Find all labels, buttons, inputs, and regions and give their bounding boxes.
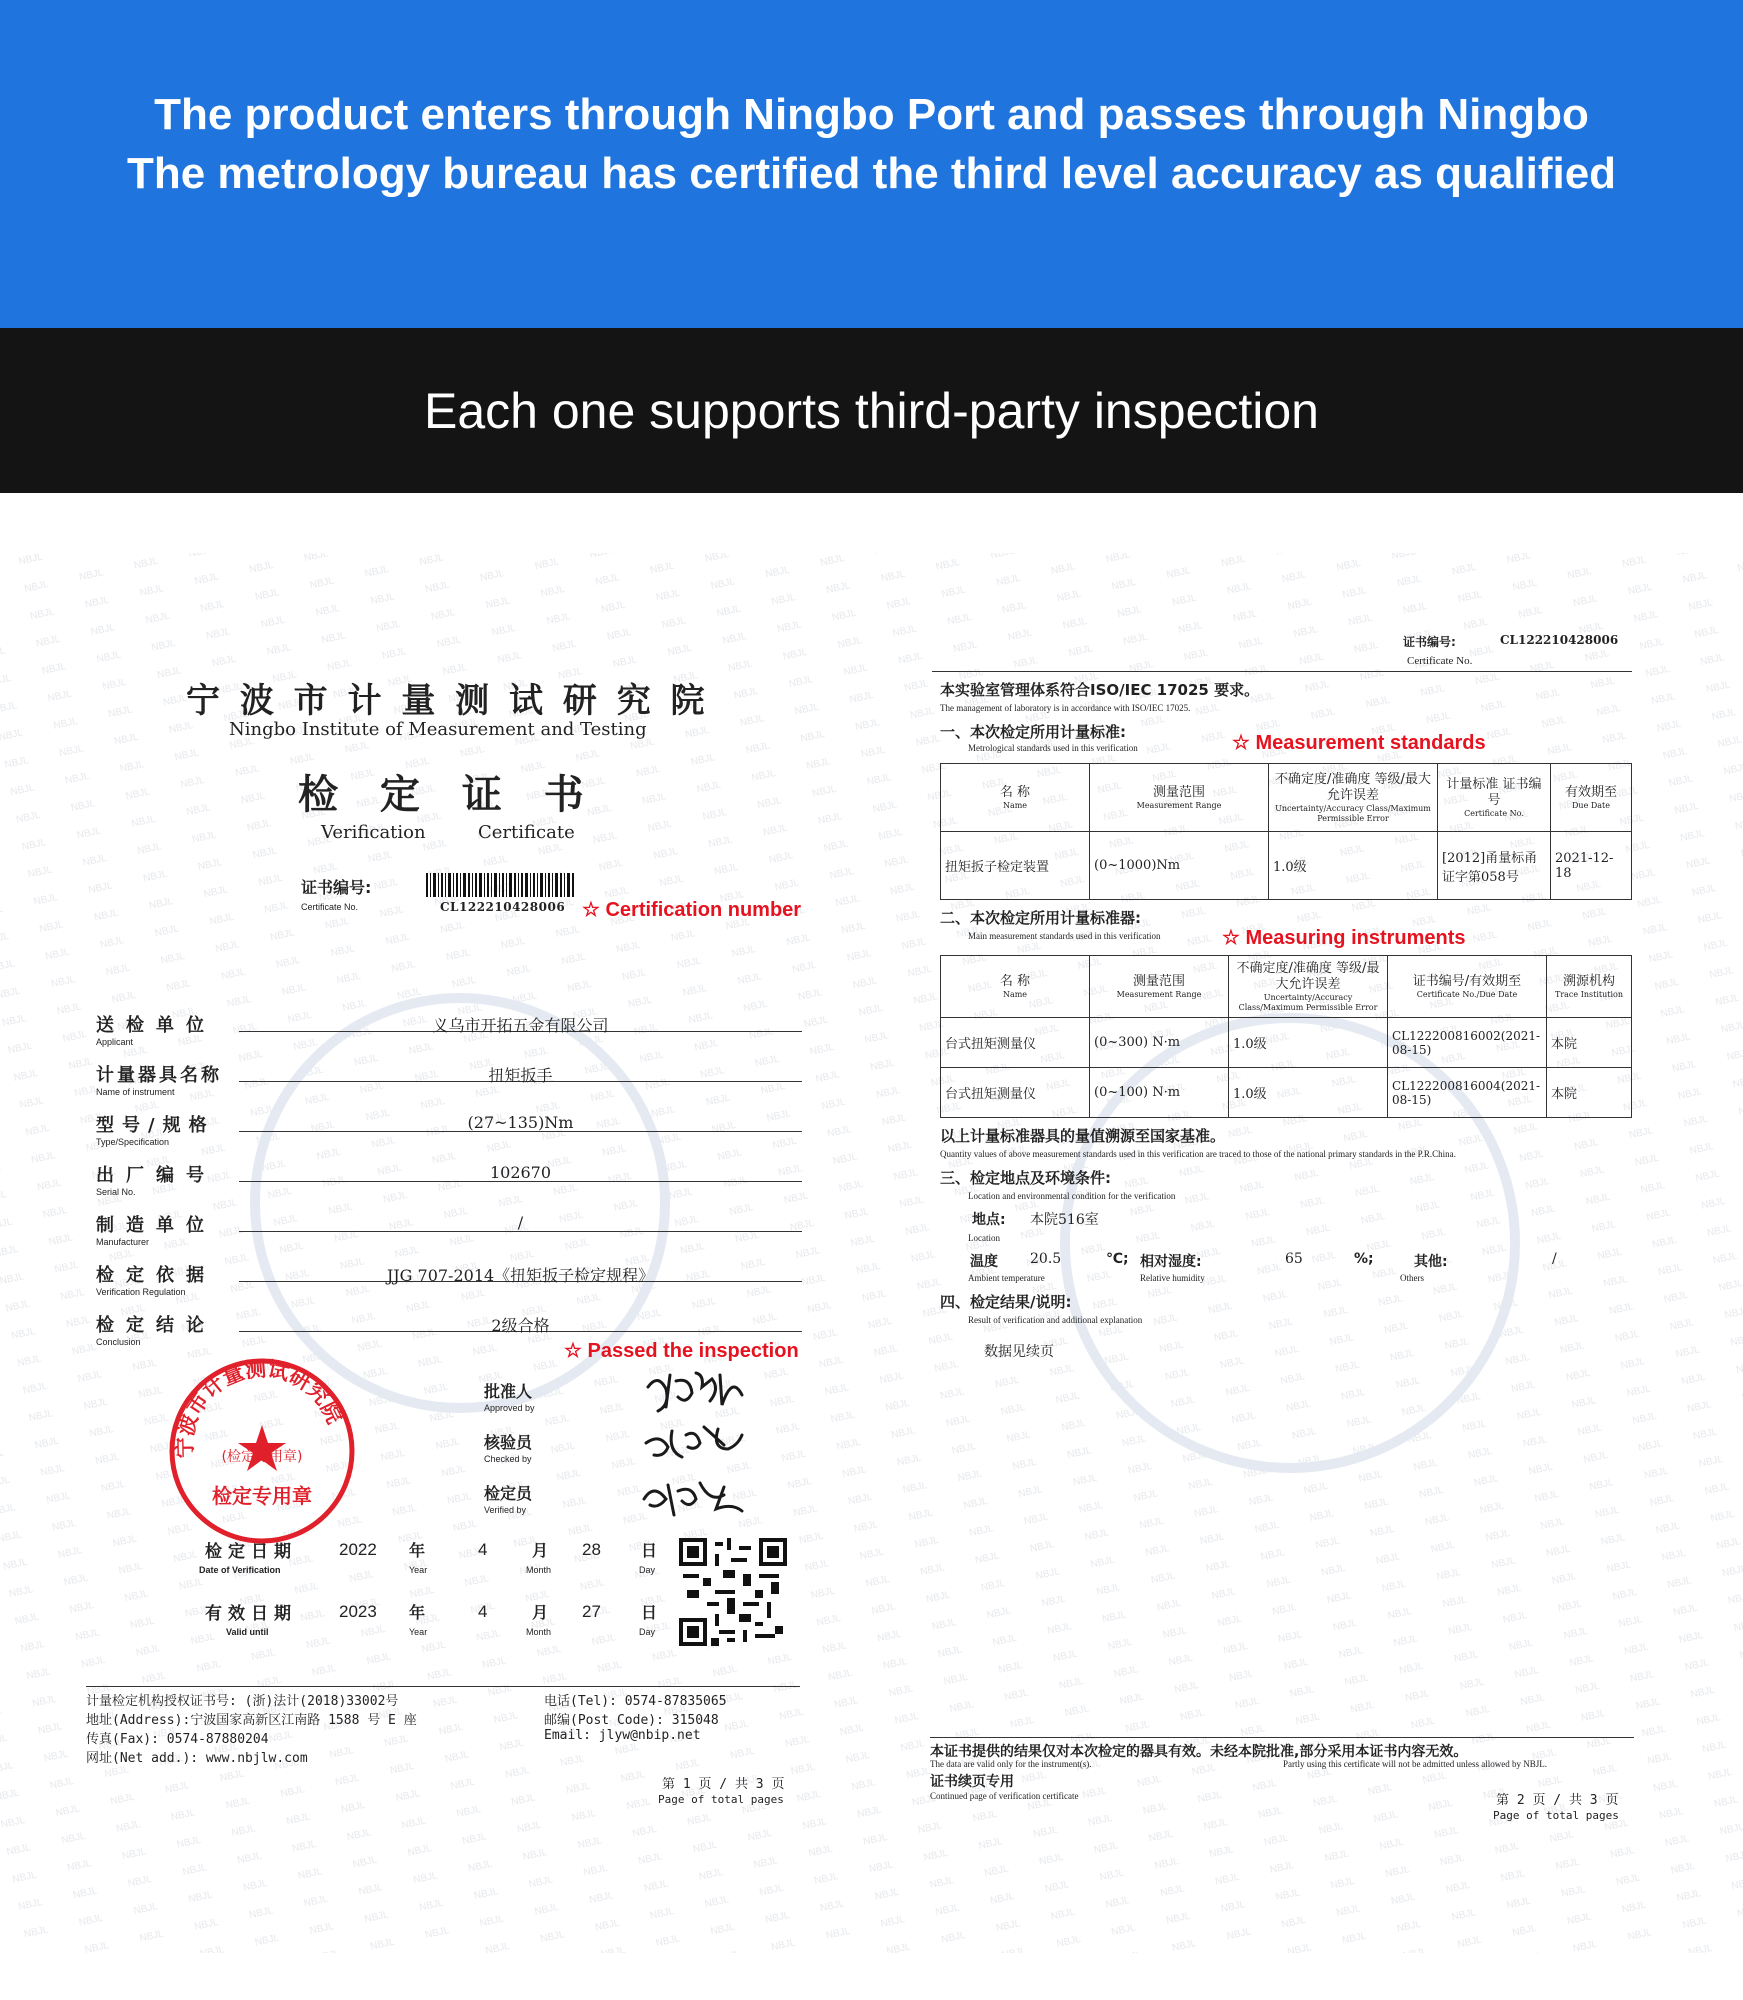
p2-section-2-en: Main measurement standards used in this verification [968,931,1161,941]
header-en: Certificate No./Due Date [1416,989,1518,999]
table-row [941,832,1632,900]
p2-location-label: 地点: [972,1212,1006,1228]
header-zh: 名 称 [999,784,1031,800]
date-verif-label: 检定日期 [205,1542,297,1562]
p2-section-4: 四、检定结果/说明: [940,1293,1072,1311]
table-cell: 扭矩扳子检定装置 [941,832,1090,900]
field-label-en: Name of instrument [96,1087,175,1097]
p2-disclaimer-en-2: Partly using this certificate will not be admitted unless allowed by NBJL. [1283,1759,1547,1769]
header-en: Name [1002,989,1028,999]
page1-number: 第 1 页 / 共 3 页 [662,1777,785,1792]
valid-day: 27 [582,1602,601,1621]
field-label-en: Serial No. [96,1187,136,1197]
valid-day-unit-en: Day [639,1627,656,1637]
p2-top-rule [932,671,1632,672]
table-row [941,1018,1632,1068]
table-header-row [941,956,1632,1018]
sub-banner [0,328,1743,493]
table-cell: CL122200816004(2021-08-15) [1388,1068,1547,1118]
field-regulation [96,1257,802,1307]
footer-address: 地址(Address):宁波国家高新区江南路 1588 号 E 座 [86,1713,417,1728]
p2-section-3: 三、检定地点及环境条件: [940,1169,1111,1187]
approved-label-en: Approved by [484,1403,535,1413]
page2-footer-rule [930,1737,1634,1738]
field-applicant [96,1007,802,1057]
page1-footer-rule [86,1686,800,1687]
p2-continued-page-en: Continued page of verification certificate [930,1791,1079,1801]
valid-year-unit: 年 [409,1603,426,1622]
field-label: 检定结论 [96,1315,216,1336]
instruments-table [940,955,1632,1118]
p2-section-1: 一、本次检定所用计量标准: [940,723,1126,741]
p2-disclaimer: 本证书提供的结果仅对本次检定的器具有效。未经本院批准,部分采用本证书内容无效。 [930,1744,1468,1760]
sub-banner-text: Each one supports third-party inspection [424,382,1319,439]
table-header-cell [1229,956,1388,1018]
footer-auth: 计量检定机构授权证书号: (浙)法计(2018)33002号 [86,1694,399,1709]
field-value: JJG 707-2014《扭矩扳子检定规程》 [386,1266,655,1285]
footer-fax: 传真(Fax): 0574-87880204 [86,1732,269,1747]
standards-table [940,763,1632,900]
stamp-top-text: 宁波市计量测试研究院 [172,1356,347,1459]
field-label: 送检单位 [96,1015,216,1036]
barcode [426,873,576,897]
header-en: Certificate No. [1464,808,1524,818]
table-cell: [2012]甬量标甬证字第058号 [1438,832,1551,900]
header-zh: 不确定度/准确度 等级/最大允许误差 [1275,771,1431,803]
p2-location-label-en: Location [968,1233,1000,1243]
field-value: 义乌市开拓五金有限公司 [432,1016,609,1035]
p2-disclaimer-en-1: The data are valid only for the instrument(s). [930,1759,1092,1769]
p2-other-value: / [1552,1251,1557,1267]
date-valid-label-en: Valid until [226,1627,269,1637]
checked-label-en: Checked by [484,1454,532,1464]
p2-result-text: 数据见续页 [984,1344,1054,1360]
table-header-cell [941,956,1090,1018]
p2-cert-no-label: 证书编号: [1403,635,1456,649]
field-label: 型号/规格 [96,1115,215,1136]
certificate-scan [0,493,1743,2000]
table-header-cell [1547,956,1632,1018]
footer-web: 网址(Net add.): www.nbjlw.com [86,1751,308,1766]
header-zh: 名 称 [999,973,1031,989]
p2-iso-statement: 本实验室管理体系符合ISO/IEC 17025 要求。 [940,681,1260,699]
table-cell: 台式扭矩测量仪 [941,1018,1090,1068]
header-zh: 计量标准 证书编号 [1446,776,1542,808]
header-en: Measurement Range [1116,989,1202,999]
header-zh: 不确定度/准确度 等级/最大允许误差 [1236,960,1380,992]
p2-trace-statement: 以上计量标准器具的量值溯源至国家基准。 [940,1127,1226,1145]
verified-label: 检定员 [484,1484,533,1503]
qr-code [679,1538,787,1646]
verif-month: 4 [478,1540,488,1559]
cert-title-en-2: Certificate [478,822,575,843]
field-serial-no [96,1157,802,1207]
field-label: 检定依据 [96,1265,216,1286]
verif-day-unit: 日 [641,1541,658,1560]
header-en: Name [1002,800,1028,810]
header-en: Uncertainty/Accuracy Class/Maximum Permissible Error [1275,803,1431,823]
cert-title-zh: 检 定 证 书 [298,772,598,818]
field-value: 102670 [489,1163,552,1182]
p2-humidity-value: 65 [1285,1251,1303,1267]
signatures [640,1365,760,1525]
table-cell: (0~1000)Nm [1090,832,1269,900]
table-cell: 1.0级 [1269,832,1438,900]
red-seal-stamp [164,1353,360,1549]
table-cell: (0~300) N·m [1090,1018,1229,1068]
p2-humidity-label-en: Relative humidity [1140,1273,1205,1283]
table-cell: 2021-12-18 [1551,832,1632,900]
header-en: Due Date [1572,800,1610,810]
verif-year: 2022 [339,1540,377,1559]
callout-cert-number: ☆ Certification number [582,899,802,921]
field-label-en: Manufacturer [96,1237,150,1247]
p2-section-3-en: Location and environmental condition for the verification [968,1191,1176,1201]
field-value: (27~135)Nm [467,1113,574,1132]
page2-number-en: Page of total pages [1493,1809,1619,1822]
table-cell: (0~100) N·m [1090,1068,1229,1118]
p2-cert-no-value: CL122210428006 [1500,633,1619,647]
field-label-en: Applicant [96,1037,134,1047]
p2-section-2: 二、本次检定所用计量标准器: [940,909,1141,927]
footer-email: Email: jlyw@nbip.net [544,1728,701,1743]
footer-post: 邮编(Post Code): 315048 [544,1713,719,1728]
table-header-cell [1090,956,1229,1018]
header-zh: 有效期至 [1564,784,1617,800]
institute-name-zh: 宁 波 市 计 量 测 试 研 究 院 [186,681,709,721]
p2-humidity-label: 相对湿度: [1140,1254,1202,1270]
verif-year-unit: 年 [409,1541,426,1560]
p2-location-value: 本院516室 [1030,1212,1099,1228]
table-cell: 本院 [1547,1068,1632,1118]
field-type-spec [96,1107,802,1157]
stamp-middle-text: (检定专用章) [221,1449,303,1465]
p2-section-1-en: Metrological standards used in this verification [968,743,1138,753]
p2-continued-page: 证书续页专用 [930,1774,1014,1790]
field-value: 扭矩扳手 [488,1066,553,1085]
header-en: Trace Institution [1555,989,1623,999]
field-label: 计量器具名称 [96,1065,222,1086]
table-header-cell [1551,764,1632,832]
field-instrument-name [96,1057,802,1107]
table-cell: 1.0级 [1229,1068,1388,1118]
valid-month-unit: 月 [532,1603,549,1622]
callout-passed: ☆ Passed the inspection [564,1340,799,1362]
field-label-en: Conclusion [96,1337,141,1347]
table-cell: CL122200816002(2021-08-15) [1388,1018,1547,1068]
cert-no-label-en: Certificate No. [301,902,359,912]
verif-month-unit: 月 [532,1541,549,1560]
p2-humidity-unit: %; [1354,1251,1374,1267]
table-cell: 1.0级 [1229,1018,1388,1068]
header-en: Measurement Range [1136,800,1222,810]
banner-line-2: The metrology bureau has certified the third level accuracy as qualified [126,149,1617,198]
field-label: 出厂编号 [96,1165,216,1186]
header-zh: 证书编号/有效期至 [1412,973,1522,989]
table-header-cell [1438,764,1551,832]
header-banner [0,0,1743,328]
verif-year-unit-en: Year [409,1565,428,1575]
table-cell: 本院 [1547,1018,1632,1068]
p2-section-4-en: Result of verification and additional explanation [968,1315,1143,1325]
p2-temp-unit: ℃; [1106,1251,1129,1267]
p2-temp-label-en: Ambient temperature [968,1273,1045,1283]
verif-day-unit-en: Day [639,1565,656,1575]
cert-no-label: 证书编号: [301,878,372,897]
p2-other-label-en: Others [1400,1273,1424,1283]
valid-month-unit-en: Month [526,1627,552,1637]
p2-temp-label: 温度 [970,1254,998,1270]
valid-day-unit: 日 [641,1603,658,1622]
checked-label: 核验员 [484,1433,533,1452]
header-zh: 测量范围 [1132,973,1185,989]
verif-month-unit-en: Month [526,1565,552,1575]
banner-line-1: The product enters through Ningbo Port and passes through Ningbo [154,90,1589,139]
footer-tel: 电话(Tel): 0574-87835065 [544,1694,727,1709]
field-value: 2级合格 [491,1316,550,1335]
table-header-cell [1388,956,1547,1018]
field-value: / [517,1213,524,1232]
field-manufacturer [96,1207,802,1257]
institute-name-en: Ningbo Institute of Measurement and Testing [229,719,647,740]
header-zh: 测量范围 [1152,784,1205,800]
table-cell: 台式扭矩测量仪 [941,1068,1090,1118]
cert-title-en-1: Verification [321,822,426,843]
valid-year: 2023 [339,1602,377,1621]
date-verif-label-en: Date of Verification [199,1565,281,1575]
stamp-bottom-text: 检定专用章 [212,1484,312,1508]
field-label: 制造单位 [96,1215,216,1236]
header-en: Uncertainty/Accuracy Class/Maximum Permissible Error [1238,992,1378,1012]
field-label-en: Verification Regulation [96,1287,186,1297]
table-header-row [941,764,1632,832]
approved-label: 批准人 [484,1382,533,1401]
header-zh: 溯源机构 [1562,973,1615,989]
table-header-cell [1090,764,1269,832]
p2-trace-statement-en: Quantity values of above measurement standards used in this verification are traced to those of the national primary standards in the P.R.China. [940,1149,1456,1159]
table-header-cell [941,764,1090,832]
p2-cert-no-label-en: Certificate No. [1407,655,1473,667]
p2-iso-statement-en: The management of laboratory is in accordance with ISO/IEC 17025. [940,703,1191,713]
verified-label-en: Verified by [484,1505,527,1515]
verif-day: 28 [582,1540,601,1559]
callout-measuring-instruments: ☆ Measuring instruments [1222,927,1466,949]
page2-number: 第 2 页 / 共 3 页 [1496,1793,1619,1808]
valid-year-unit-en: Year [409,1627,428,1637]
page1-number-en: Page of total pages [658,1793,784,1806]
date-valid-label: 有效日期 [205,1604,297,1624]
p2-other-label: 其他: [1414,1254,1448,1270]
p2-temp-value: 20.5 [1030,1251,1062,1267]
cert-no-value: CL122210428006 [440,900,566,914]
table-row [941,1068,1632,1118]
table-header-cell [1269,764,1438,832]
callout-measurement-standards: ☆ Measurement standards [1232,732,1486,754]
valid-month: 4 [478,1602,488,1621]
field-label-en: Type/Specification [96,1137,170,1147]
